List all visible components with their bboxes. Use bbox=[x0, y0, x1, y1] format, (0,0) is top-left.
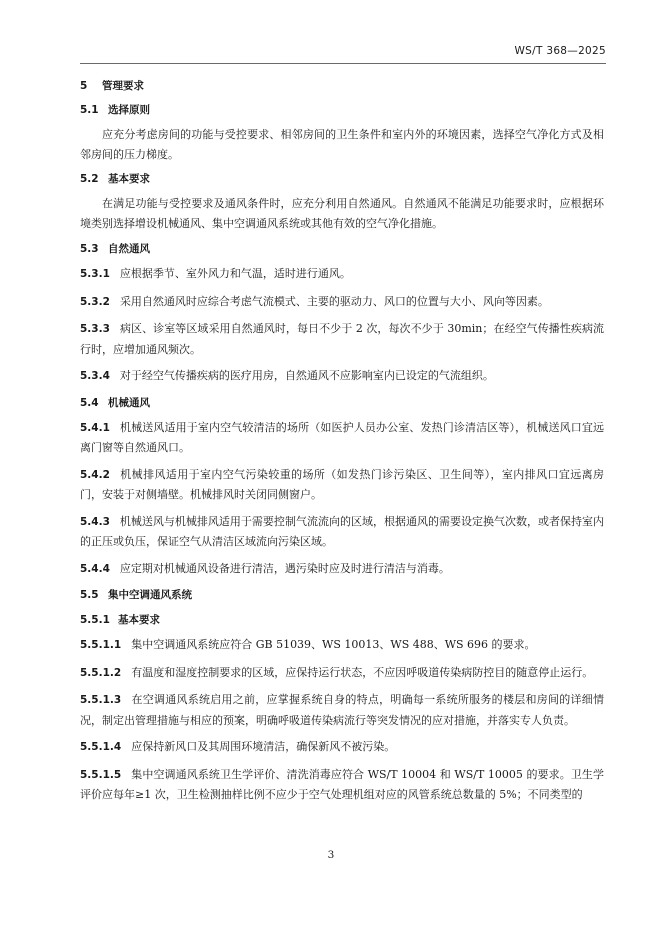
clause-paragraph bbox=[80, 465, 604, 505]
clause-paragraph bbox=[80, 418, 604, 458]
section-heading bbox=[80, 394, 604, 412]
section-title: 管理要求 bbox=[102, 80, 144, 92]
clause-number: 5.5.1.3 bbox=[80, 694, 122, 706]
paragraph-text: 集中空调通风系统卫生学评价、清洗消毒应符合 WS/T 10004 和 WS/T 10005 的要求。卫生学评价应每年≥1 次，卫生检测抽样比例不应少于空气处理机组对应的风管系统总数量的 5%；不同类型的 bbox=[80, 767, 604, 801]
clause-number: 5.3.4 bbox=[80, 370, 110, 382]
clause-paragraph bbox=[80, 319, 604, 359]
section-number: 5.2 bbox=[80, 173, 99, 185]
section-number: 5.4 bbox=[80, 396, 99, 409]
clause-paragraph bbox=[80, 663, 604, 684]
clause-number: 5.3.2 bbox=[80, 295, 110, 308]
section-heading bbox=[80, 170, 604, 188]
section-number: 5.5.1 bbox=[80, 614, 110, 626]
clause-number: 5.5.1.4 bbox=[80, 741, 122, 753]
clause-number: 5.3.3 bbox=[80, 323, 110, 335]
clause-paragraph bbox=[80, 765, 604, 805]
clause-paragraph bbox=[80, 737, 604, 758]
clause-number: 5.4.1 bbox=[80, 421, 110, 434]
header-rule bbox=[80, 63, 606, 64]
paragraph-text: 有温度和湿度控制要求的区域，应保持运行状态，不应因呼吸道传染病防控目的随意停止运行。 bbox=[131, 665, 594, 679]
paragraph-text: 机械送风适用于室内空气较清洁的场所（如医护人员办公室、发热门诊清洁区等），机械送风口宜远离门窗等自然通风口。 bbox=[80, 420, 604, 454]
page-number: 3 bbox=[327, 849, 335, 861]
section-title: 基本要求 bbox=[118, 614, 160, 626]
clause-number: 5.3.1 bbox=[80, 268, 110, 280]
paragraph-text: 在空调通风系统启用之前，应掌握系统自身的特点，明确每一系统所服务的楼层和房间的详细情况，制定出管理措施与相应的预案，明确呼吸道传染病流行等突发情况的应对措施，并落实专人负责。 bbox=[80, 693, 604, 727]
section-number: 5.5 bbox=[80, 589, 99, 601]
section-number: 5.1 bbox=[80, 104, 99, 116]
paragraph-text: 应保持新风口及其周围环境清洁，确保新风不被污染。 bbox=[131, 740, 396, 753]
clause-number: 5.4.4 bbox=[80, 562, 110, 575]
document-body bbox=[80, 77, 604, 812]
clause-number: 5.4.3 bbox=[80, 515, 110, 528]
section-heading bbox=[80, 586, 604, 604]
paragraph-text: 在满足功能与受控要求及通风条件时，应充分利用自然通风。自然通风不能满足功能要求时，应根据环境类别选择增设机械通风、集中空调通风系统或其他有效的空气净化措施。 bbox=[80, 197, 604, 230]
paragraph-text: 机械排风适用于室内空气污染较重的场所（如发热门诊污染区、卫生间等），室内排风口宜远离房门，安装于对侧墙壁。机械排风时关闭同侧窗户。 bbox=[80, 467, 604, 501]
section-number: 5 bbox=[80, 80, 88, 92]
section-title: 集中空调通风系统 bbox=[108, 589, 192, 601]
section-number: 5.3 bbox=[80, 243, 99, 255]
section-heading bbox=[80, 77, 604, 95]
paragraph-text: 应充分考虑房间的功能与受控要求、相邻房间的卫生条件和室内外的环境因素，选择空气净化方式及相邻房间的压力梯度。 bbox=[80, 128, 604, 161]
clause-paragraph bbox=[80, 292, 604, 313]
clause-number: 5.5.1.1 bbox=[80, 639, 122, 651]
paragraph-text: 集中空调通风系统应符合 GB 51039、WS 10013、WS 488、WS 696 的要求。 bbox=[131, 638, 536, 651]
body-paragraph bbox=[80, 194, 604, 233]
paragraph-text: 应根据季节、室外风力和气温，适时进行通风。 bbox=[119, 267, 351, 280]
paragraph-text: 应定期对机械通风设备进行清洁，遇污染时应及时进行清洁与消毒。 bbox=[119, 561, 450, 575]
section-heading bbox=[80, 101, 604, 119]
body-paragraph bbox=[80, 125, 604, 164]
section-title: 基本要求 bbox=[108, 173, 150, 185]
section-heading bbox=[80, 611, 604, 629]
clause-paragraph bbox=[80, 559, 604, 580]
paragraph-text: 对于经空气传播疾病的医疗用房，自然通风不应影响室内已设定的气流组织。 bbox=[119, 369, 494, 382]
paragraph-text: 采用自然通风时应综合考虑气流模式、主要的驱动力、风口的位置与大小、风向等因素。 bbox=[119, 294, 549, 308]
clause-paragraph bbox=[80, 635, 604, 656]
clause-paragraph bbox=[80, 366, 604, 387]
clause-number: 5.5.1.2 bbox=[80, 666, 122, 679]
paragraph-text: 机械送风与机械排风适用于需要控制气流流向的区域，根据通风的需要设定换气次数，或者保持室内的正压或负压，保证空气从清洁区域流向污染区域。 bbox=[80, 514, 604, 548]
section-heading bbox=[80, 240, 604, 258]
standard-code: WS/T 368—2025 bbox=[514, 45, 606, 57]
section-title: 机械通风 bbox=[108, 396, 150, 409]
clause-paragraph bbox=[80, 690, 604, 730]
clause-number: 5.4.2 bbox=[80, 468, 110, 481]
section-title: 自然通风 bbox=[108, 243, 150, 255]
clause-number: 5.5.1.5 bbox=[80, 768, 122, 781]
clause-paragraph bbox=[80, 512, 604, 552]
clause-paragraph bbox=[80, 264, 604, 285]
paragraph-text: 病区、诊室等区域采用自然通风时，每日不少于 2 次，每次不少于 30min；在经空气传播性疾病流行时，应增加通风频次。 bbox=[80, 322, 604, 356]
section-title: 选择原则 bbox=[108, 104, 150, 116]
